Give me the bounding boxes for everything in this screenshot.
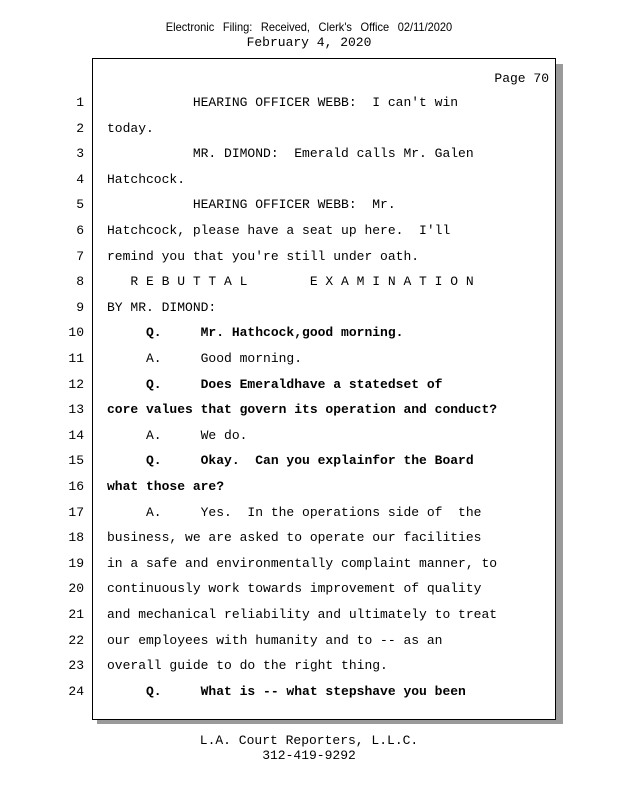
- line-number: 13: [68, 402, 84, 417]
- transcript-line: in a safe and environmentally complaint manner, to: [107, 556, 498, 571]
- transcript-line: today.: [107, 121, 154, 136]
- transcript-line: overall guide to do the right thing.: [107, 658, 388, 673]
- line-number: 18: [68, 530, 84, 545]
- transcript-line: remind you that you're still under oath.: [107, 249, 420, 264]
- footer-phone: 312-419-9292: [262, 748, 356, 763]
- transcript-line: R E B U T T A L E X A M I N A T I O N: [107, 274, 474, 289]
- transcript-line: what those are?: [107, 479, 225, 494]
- transcript-line: continuously work towards improvement of quality: [107, 581, 482, 596]
- line-number: 5: [76, 197, 84, 212]
- line-number: 6: [76, 223, 84, 238]
- transcript-line: HEARING OFFICER WEBB: I can't win: [107, 95, 459, 110]
- footer-company: L.A. Court Reporters, L.L.C.: [199, 733, 419, 748]
- line-number: 16: [68, 479, 84, 494]
- transcript-line: A. Yes. In the operations side of the: [107, 505, 482, 520]
- transcript-line: A. We do.: [107, 428, 248, 443]
- line-number: 19: [68, 556, 84, 571]
- transcript-line: Q. Okay. Can you explainfor the Board: [107, 453, 474, 468]
- line-number: 2: [76, 121, 84, 136]
- line-number: 1: [76, 95, 84, 110]
- line-number: 14: [68, 428, 84, 443]
- transcript-line: Hatchcock.: [107, 172, 186, 187]
- line-number: 12: [68, 377, 84, 392]
- line-number: 3: [76, 146, 84, 161]
- transcript-line: Q. Mr. Hathcock,good morning.: [107, 325, 404, 340]
- page-number: Page 70: [494, 71, 549, 86]
- transcript-line: A. Good morning.: [107, 351, 303, 366]
- transcript-line: business, we are asked to operate our facilities: [107, 530, 482, 545]
- line-number: 15: [68, 453, 84, 468]
- line-number: 10: [68, 325, 84, 340]
- filing-stamp: Electronic Filing: Received, Clerk's Office 02/11/2020: [165, 20, 453, 34]
- line-number: 11: [68, 351, 84, 366]
- transcript-line: and mechanical reliability and ultimately to treat: [107, 607, 498, 622]
- transcript-line: our employees with humanity and to -- as an: [107, 633, 443, 648]
- transcript-line: HEARING OFFICER WEBB: Mr.: [107, 197, 396, 212]
- line-number: 22: [68, 633, 84, 648]
- transcript-line: core values that govern its operation and conduct?: [107, 402, 498, 417]
- line-number: 7: [76, 249, 84, 264]
- transcript-line: BY MR. DIMOND:: [107, 300, 217, 315]
- transcript-line: Hatchcock, please have a seat up here. I'll: [107, 223, 451, 238]
- hearing-date: February 4, 2020: [246, 35, 372, 50]
- transcript-line: Q. What is -- what stepshave you been: [107, 684, 466, 699]
- line-number: 4: [76, 172, 84, 187]
- transcript-line: MR. DIMOND: Emerald calls Mr. Galen: [107, 146, 474, 161]
- line-number: 24: [68, 684, 84, 699]
- line-number: 8: [76, 274, 84, 289]
- line-number: 17: [68, 505, 84, 520]
- line-number: 20: [68, 581, 84, 596]
- transcript-line: Q. Does Emeraldhave a statedset of: [107, 377, 443, 392]
- line-number: 21: [68, 607, 84, 622]
- line-number: 23: [68, 658, 84, 673]
- line-number: 9: [76, 300, 84, 315]
